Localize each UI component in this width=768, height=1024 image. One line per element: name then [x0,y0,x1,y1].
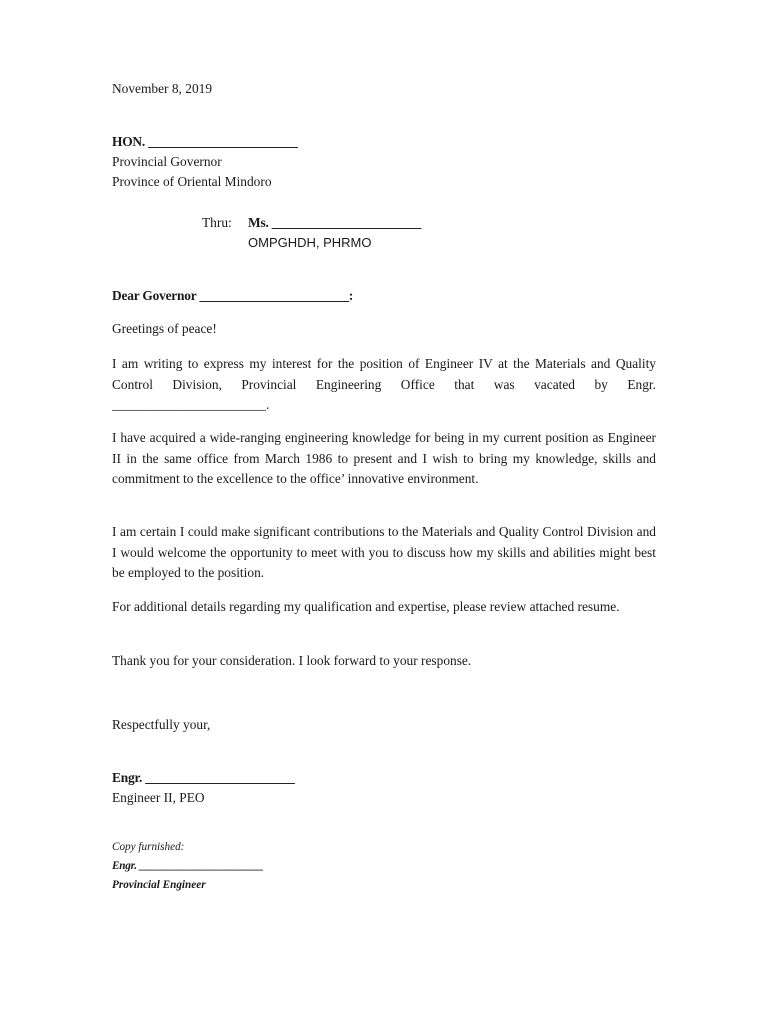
paragraph-thanks: Thank you for your consideration. I look forward to your response. [112,653,472,668]
salutation: Dear Governor _______________________: [112,288,354,303]
signature-title: Engineer II, PEO [112,790,205,805]
paragraph-contribution: I am certain I could make significant contributions to the Materials and Quality Control Division and I would welcome the opportunity to meet with you to discuss how my skills and abilities might best be employed to the position. [112,524,656,580]
copy-furnished-name-line: Engr. _______________________ [112,860,264,872]
recipient-office: Province of Oriental Mindoro [112,174,272,189]
closing: Respectfully your, [112,717,211,732]
thru-label: Thru: [202,215,232,230]
thru-office: OMPGHDH, PHRMO [248,235,372,250]
recipient-name-line: HON. _______________________ [112,134,298,149]
signature-name-line: Engr. _______________________ [112,770,295,785]
letter-date: November 8, 2019 [112,81,213,96]
copy-furnished-title: Provincial Engineer [112,879,206,891]
paragraph-interest: I am writing to express my interest for the position of Engineer IV at the Materials and Quality Control Division, Provincial Engineering Office that was vacated by Engr. _______________________. [112,356,656,412]
thru-name-line: Ms. _______________________ [248,215,422,230]
paragraph-resume: For additional details regarding my qualification and expertise, please review attached resume. [112,599,620,614]
recipient-title: Provincial Governor [112,154,222,169]
copy-furnished-label: Copy furnished: [112,841,185,853]
paragraph-experience: I have acquired a wide-ranging engineering knowledge for being in my current position as Engineer II in the same office from March 1986 to present and I wish to bring my knowledge, skills and commitment to the excellence to the office’ innovative environment. [112,430,656,486]
greeting: Greetings of peace! [112,321,217,336]
